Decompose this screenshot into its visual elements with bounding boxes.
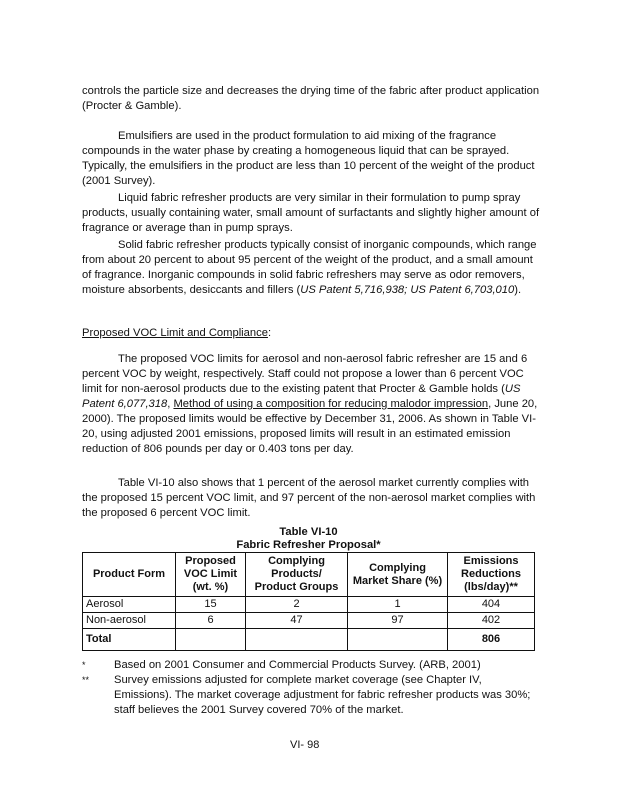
patent-citation: US Patent 5,716,938; US Patent 6,703,010 xyxy=(300,284,515,296)
table-title: Table VI-10 xyxy=(279,526,338,538)
fabric-refresher-table xyxy=(82,552,535,651)
table-row: Aerosol 15 2 1 404 xyxy=(83,597,535,613)
table-header-row xyxy=(83,553,535,597)
column-header: Proposed VOC Limit (wt. %) xyxy=(176,553,246,597)
column-header: Emissions Reductions (lbs/day)** xyxy=(448,553,535,597)
paragraph: Solid fabric refresher products typically consist of inorganic compounds, which range from about 20 percent to about 95 percent of the weight of the product, and a small amount of fragrance. Inorganic compounds in solid fabric refreshers may serve as odor removers, moisture absorbents, desiccants and fillers (US Patent 5,716,938; US Patent 6,703,010). xyxy=(82,239,537,296)
paragraph: Table VI-10 also shows that 1 percent of the aerosol market currently complies with the proposed 15 percent VOC limit, and 97 percent of the non-aerosol market complies with the proposed 6 percent VOC limit. xyxy=(82,477,536,519)
column-header: Complying Products/ Product Groups xyxy=(246,553,348,597)
paragraph: Emulsifiers are used in the product formulation to aid mixing of the fragrance compounds in the water phase by creating a homogeneous liquid that can be sprayed. Typically, the emulsifiers in the product are less than 10 percent of the weight of the product (2001 Survey). xyxy=(82,130,535,187)
paragraph: The proposed VOC limits for aerosol and non-aerosol fabric refresher are 15 and 6 percent VOC by weight, respectively. Staff could not propose a lower than 6 percent VOC limit for non-aerosol products due to the existing patent that Procter & Gamble holds (US Patent 6,077,318, Method of using a composition for reducing malodor impression, June 20, 2000). The proposed limits would be effective by December 31, 2006. As shown in Table VI-20, using adjusted 2001 emissions, proposed limits will result in an estimated emission reduction of 806 pounds per day or 0.403 tons per day. xyxy=(82,353,538,455)
table-total-row: Total 806 xyxy=(83,629,535,651)
footnote: ** Survey emissions adjusted for complete market coverage (see Chapter IV, Emissions). The market coverage adjustment for fabric refresher products was 30%; staff believes the 2001 Survey covered 70% of the market. xyxy=(82,674,531,716)
column-header: Complying Market Share (%) xyxy=(348,553,448,597)
page-number: VI- 98 xyxy=(290,739,320,751)
paragraph: controls the particle size and decreases the drying time of the fabric after product application (Procter & Gamble). xyxy=(82,85,540,112)
section-heading: Proposed VOC Limit and Compliance: xyxy=(82,327,272,339)
footnote: * Based on 2001 Consumer and Commercial Products Survey. (ARB, 2001) xyxy=(82,659,481,671)
table-subtitle: Fabric Refresher Proposal* xyxy=(236,539,381,551)
paragraph: Liquid fabric refresher products are very similar in their formulation to pump spray products, usually containing water, small amount of surfactants and slightly higher amount of fragrance or average than in pump sprays. xyxy=(82,192,540,234)
table-row: Non-aerosol 6 47 97 402 xyxy=(83,613,535,629)
column-header: Product Form xyxy=(83,553,176,597)
